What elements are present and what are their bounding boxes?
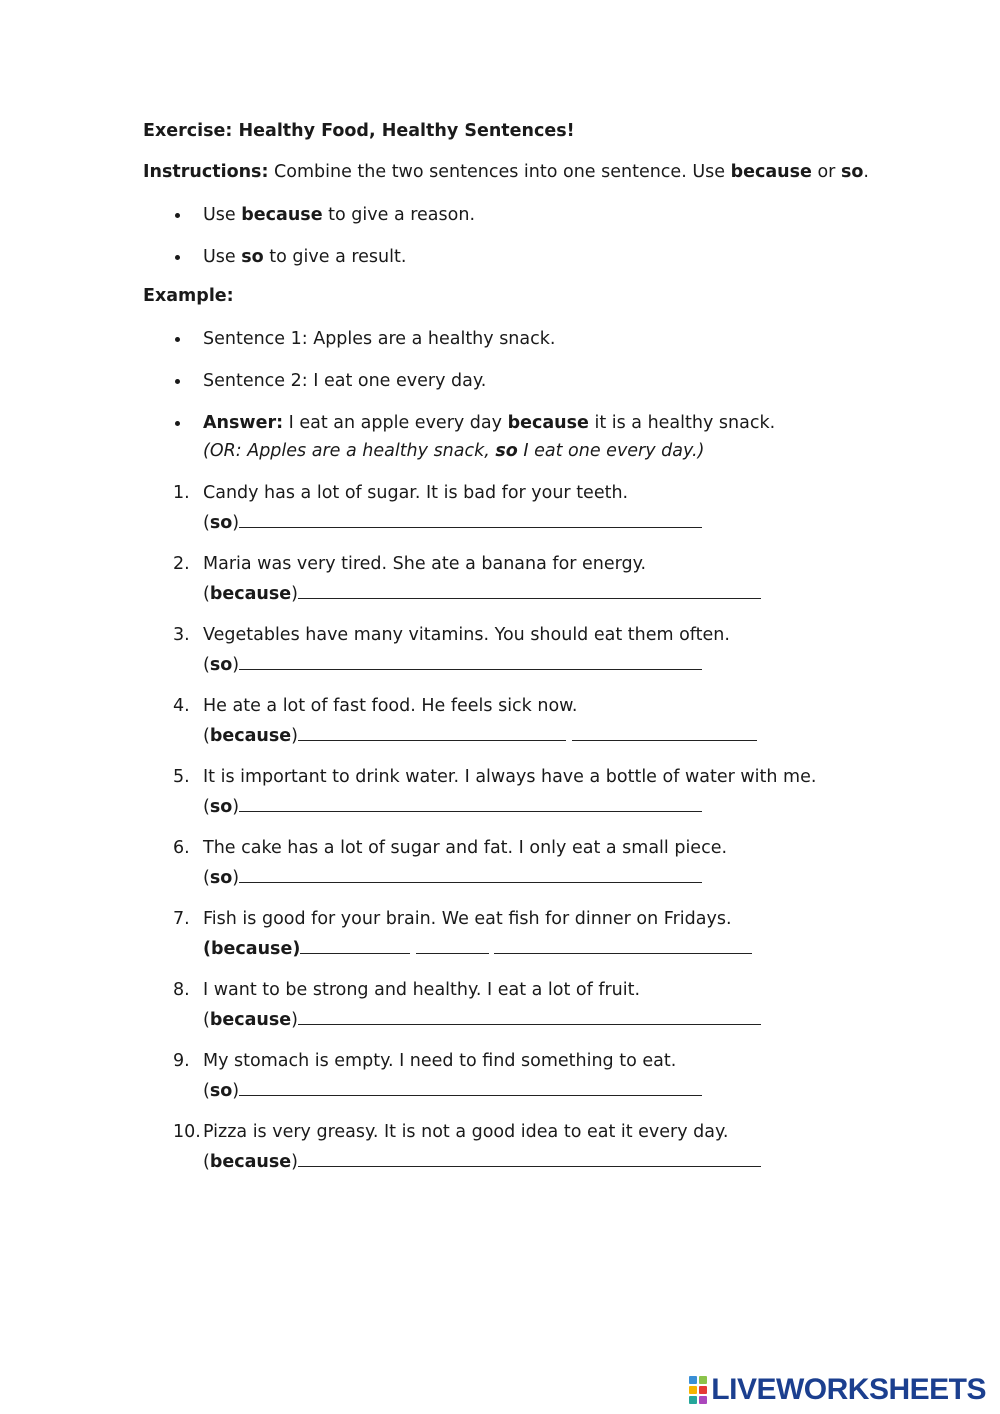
keyword-so: so [840,162,864,182]
question-number: 9. [173,1051,190,1071]
answer-blank[interactable] [239,650,702,670]
question-number: 2. [173,554,190,574]
answer-line [203,934,903,964]
example-label: Example: [143,286,234,306]
question-text: Fish is good for your brain. We eat fish for dinner on Fridays. [203,909,732,929]
paren-open: ( [203,655,210,675]
question-keyword: because [209,1152,292,1172]
paren-close: ) [291,584,298,604]
rule-keyword: so [241,247,264,267]
question-number: 6. [173,838,190,858]
paren-open: ( [203,584,210,604]
example-answer [143,409,903,465]
answer-line [203,863,903,893]
logo-text: LIVEWORKSHEETS [711,1373,986,1406]
logo-square [699,1396,707,1404]
logo-square [699,1376,707,1384]
question-text: Maria was very tired. She ate a banana for energy. [203,554,647,574]
instructions-text: Combine the two sentences into one sentence. Use [268,162,731,182]
answer-line [203,792,903,822]
instructions-label: Instructions: [143,162,269,182]
paren-open: ( [203,1152,210,1172]
question-keyword: so [209,513,233,533]
question-number: 1. [173,483,190,503]
answer-line [203,1005,903,1035]
question-number: 7. [173,909,190,929]
answer-blank[interactable] [298,579,761,599]
question-item [143,834,903,893]
instructions [143,159,903,185]
logo-mark-icon [689,1376,707,1404]
paren-open: ( [203,1010,210,1030]
logo-square [699,1386,707,1394]
question-keyword: because [211,939,293,959]
question-text: I want to be strong and healthy. I eat a lot of fruit. [203,980,641,1000]
question-item [143,621,903,680]
question-keyword: so [209,1081,233,1101]
answer-blank[interactable] [494,934,752,954]
rule-post: to give a reason. [322,205,476,225]
paren-open: ( [203,726,210,746]
alt-keyword: so [495,441,518,461]
question-keyword: so [209,868,233,888]
alt-pre: (OR: Apples are a healthy snack, [203,441,496,461]
question-item [143,550,903,609]
example-list [143,325,903,465]
paren-close: ) [232,868,240,888]
paren-close: ) [232,1081,240,1101]
answer-blank[interactable] [239,863,702,883]
answer-blank[interactable] [298,1147,761,1167]
question-item [143,976,903,1035]
question-number: 4. [173,696,190,716]
question-item [143,1118,903,1177]
rules-list [143,201,903,271]
paren-close: ) [232,655,240,675]
question-keyword: because [209,584,292,604]
answer-line [203,1076,903,1106]
rule-pre: Use [203,205,242,225]
question-list [143,479,903,1177]
paren-close: ) [232,513,240,533]
answer-pre: I eat an apple every day [283,413,508,433]
page-title: Exercise: Healthy Food, Healthy Sentences! [143,121,575,141]
paren-open: ( [203,1081,210,1101]
question-text: Vegetables have many vitamins. You should eat them often. [203,625,730,645]
question-text: The cake has a lot of sugar and fat. I only eat a small piece. [203,838,728,858]
answer-blank[interactable] [572,721,757,741]
question-text: He ate a lot of fast food. He feels sick now. [203,696,578,716]
instructions-or: or [811,162,841,182]
answer-blank[interactable] [298,721,566,741]
question-keyword: because [209,726,292,746]
answer-blank[interactable] [239,508,702,528]
answer-line [203,579,903,609]
question-text: It is important to drink water. I always have a bottle of water with me. [203,767,817,787]
question-keyword: so [209,655,233,675]
answer-blank[interactable] [416,934,489,954]
answer-post: it is a healthy snack. [588,413,776,433]
answer-line [203,1147,903,1177]
alt-post: I eat one every day.) [517,441,705,461]
question-number: 5. [173,767,190,787]
answer-blank[interactable] [239,792,702,812]
question-item [143,692,903,751]
paren-open: ( [203,513,210,533]
logo-square [689,1396,697,1404]
paren-open: ( [203,797,210,817]
question-item [143,763,903,822]
rule-item [143,243,903,271]
rule-pre: Use [203,247,242,267]
question-text: My stomach is empty. I need to find something to eat. [203,1051,677,1071]
paren-open: ( [203,868,210,888]
instructions-period: . [863,162,869,182]
question-text: Pizza is very greasy. It is not a good idea to eat it every day. [203,1122,729,1142]
question-text: Candy has a lot of sugar. It is bad for your teeth. [203,483,629,503]
answer-blank[interactable] [300,934,410,954]
worksheet [143,118,903,1189]
liveworksheets-logo [689,1372,986,1408]
answer-line [203,508,903,538]
answer-blank[interactable] [239,1076,702,1096]
paren-close: ) [291,1010,298,1030]
logo-square [689,1386,697,1394]
question-keyword: so [209,797,233,817]
paren-open: ( [203,939,211,959]
question-number: 3. [173,625,190,645]
question-number: 8. [173,980,190,1000]
example-alternative [203,437,903,465]
example-heading [143,283,903,309]
answer-keyword: because [507,413,589,433]
rule-keyword: because [241,205,323,225]
question-keyword: because [209,1010,292,1030]
example-sentence-1: Sentence 1: Apples are a healthy snack. [143,325,903,353]
answer-line [203,721,903,751]
answer-label: Answer: [203,413,284,433]
answer-blank[interactable] [298,1005,761,1025]
paren-close: ) [292,939,301,959]
question-number: 10. [173,1122,201,1142]
answer-line [203,650,903,680]
question-item [143,905,903,964]
keyword-because: because [730,162,812,182]
rule-post: to give a result. [263,247,407,267]
rule-item [143,201,903,229]
question-item [143,1047,903,1106]
paren-close: ) [291,726,298,746]
paren-close: ) [291,1152,298,1172]
paren-close: ) [232,797,240,817]
example-sentence-2: Sentence 2: I eat one every day. [143,367,903,395]
question-item [143,479,903,538]
logo-square [689,1376,697,1384]
